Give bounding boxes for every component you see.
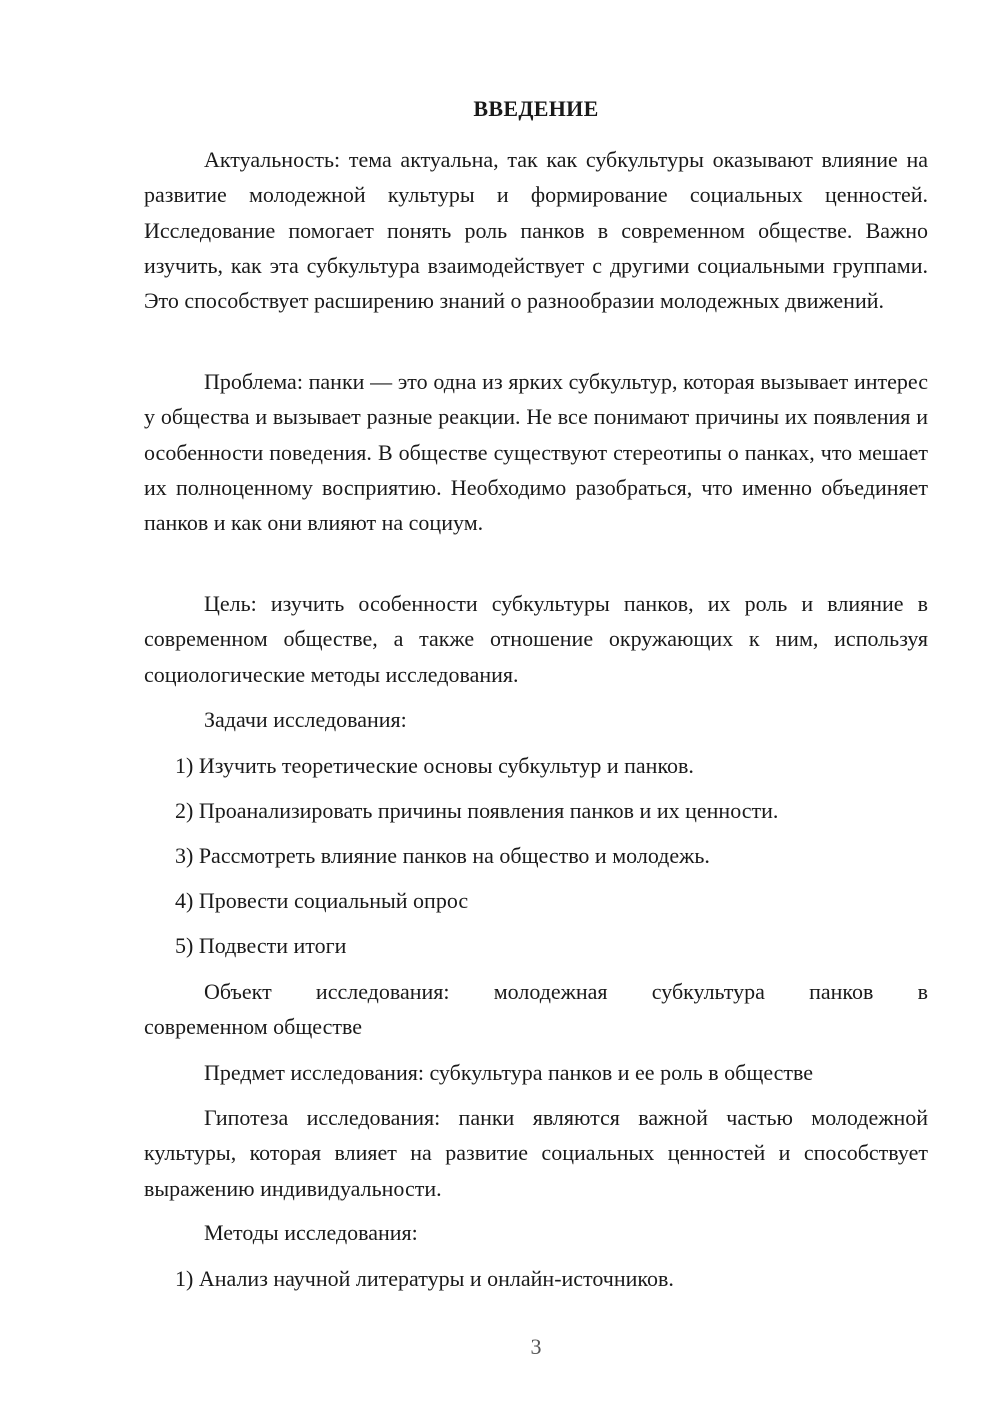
- relevance-paragraph: Актуальность: тема актуальна, так как субкультуры оказывают влияние на развитие молодежной культуры и формирование социальных ценностей. Исследование помогает понять роль панков в современном обществе. Важно изучить, как эта субкультура взаимодействует с другими социальными группами. Это способствует расширению знаний о разнообразии молодежных движений.: [144, 147, 928, 314]
- tasks-heading: Задачи исследования:: [204, 707, 407, 732]
- problem-paragraph: Проблема: панки — это одна из ярких субкультур, которая вызывает интерес у общества и вызывает разные реакции. Не все понимают причины их появления и особенности поведения. В обществе существуют стереотипы о панках, что мешает их полноценному восприятию. Необходимо разобраться, что именно объединяет панков и как они влияют на социум.: [144, 369, 928, 536]
- object-word: Объект: [204, 979, 272, 1004]
- goal-paragraph: Цель: изучить особенности субкультуры панков, их роль и влияние в современном обществе, а также отношение окружающих к ним, используя социологические методы исследования.: [144, 591, 928, 687]
- hypothesis-paragraph: Гипотеза исследования: панки являются важной частью молодежной культуры, которая влияет на развитие социальных ценностей и способствует выражению индивидуальности.: [144, 1105, 928, 1201]
- object-word: в: [917, 979, 928, 1004]
- method-item-1: 1) Анализ научной литературы и онлайн-источников.: [175, 1266, 674, 1291]
- object-line-1: [204, 974, 928, 1009]
- page-number: 3: [530, 1334, 542, 1359]
- task-item-4: 4) Провести социальный опрос: [175, 888, 469, 913]
- task-item-1: 1) Изучить теоретические основы субкультур и панков.: [175, 753, 694, 778]
- task-item-3: 3) Рассмотреть влияние панков на общество и молодежь.: [175, 843, 710, 868]
- object-paragraph: [204, 974, 928, 1009]
- page-title: ВВЕДЕНИЕ: [473, 96, 599, 121]
- task-item-5: 5) Подвести итоги: [175, 933, 347, 958]
- methods-heading: Методы исследования:: [204, 1220, 418, 1245]
- object-line-2: современном обществе: [144, 1014, 363, 1039]
- task-item-2: 2) Проанализировать причины появления панков и их ценности.: [175, 798, 779, 823]
- subject-paragraph: Предмет исследования: субкультура панков и ее роль в обществе: [204, 1060, 814, 1085]
- object-word: панков: [809, 979, 874, 1004]
- object-word: молодежная: [493, 979, 608, 1004]
- object-word: исследования:: [315, 979, 450, 1004]
- object-word: субкультура: [651, 979, 765, 1004]
